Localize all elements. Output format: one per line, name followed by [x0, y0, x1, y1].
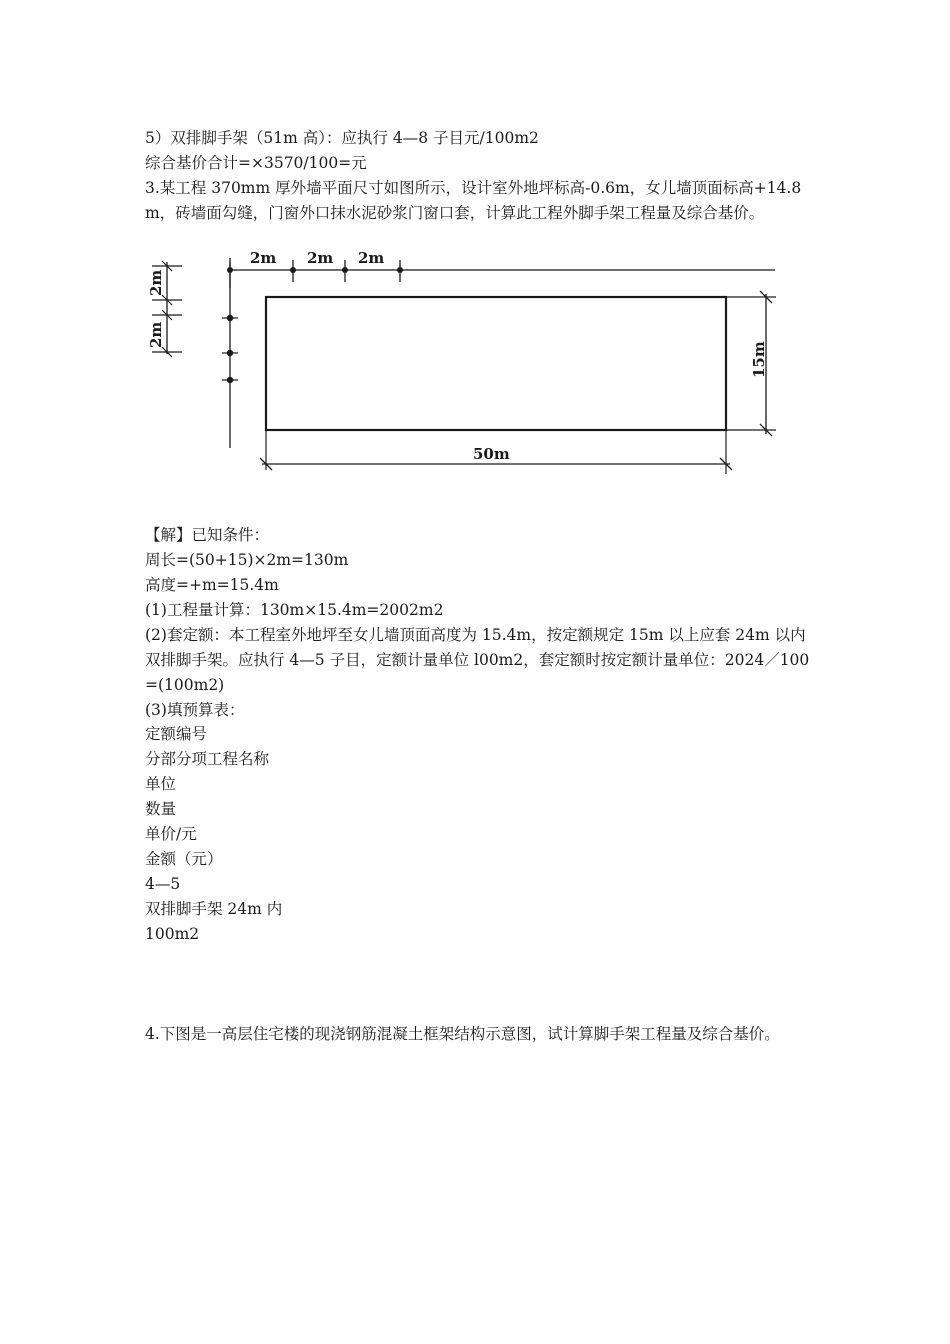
- top-dim-label-3: 2m: [358, 252, 385, 267]
- height-dim-label: 15m: [750, 341, 768, 378]
- table-value-quota-number: 4—5: [145, 875, 181, 893]
- top-dim-label-1: 2m: [250, 252, 277, 267]
- table-item-quantity: 数量: [145, 800, 177, 818]
- question-4: 4.下图是一高层住宅楼的现浇钢筋混凝土框架结构示意图，试计算脚手架工程量及综合基价。: [145, 1025, 780, 1043]
- width-dim-label: 50m: [473, 445, 510, 463]
- question-3: 3.某工程 370mm 厚外墙平面尺寸如图所示，设计室外地坪标高-0.6m，女儿墙顶面标高+14.8m，砖墙面勾缝，门窗外口抹水泥砂浆门窗口套，计算此工程外脚手架工程量及综合基价。: [145, 179, 802, 222]
- table-item-unit: 单位: [145, 775, 177, 793]
- text-line-scaffold-51m: 5）双排脚手架（51m 高）：应执行 4—8 子目元/100m2: [145, 129, 539, 147]
- table-item-unit-price: 单价/元: [145, 825, 197, 843]
- table-item-amount: 金额（元）: [145, 850, 223, 868]
- text-line-total-price: 综合基价合计=×3570/100=元: [145, 154, 367, 172]
- table-item-quota-number: 定额编号: [145, 725, 208, 743]
- budget-table-heading: (3)填预算表：: [145, 701, 245, 719]
- quantity-calc-line: (1)工程量计算：130m×15.4m=2002m2: [145, 601, 444, 619]
- left-dim-label-1: 2m: [147, 269, 165, 296]
- height-line: 高度=+m=15.4m: [145, 576, 279, 594]
- table-item-project-name: 分部分项工程名称: [145, 750, 270, 768]
- table-value-unit: 100m2: [145, 925, 200, 943]
- solution-heading: 【解】已知条件：: [145, 526, 270, 544]
- perimeter-line: 周长=(50+15)×2m=130m: [145, 551, 349, 569]
- left-dim-label-2: 2m: [147, 321, 165, 348]
- quota-paragraph: (2)套定额：本工程室外地坪至女儿墙顶面高度为 15.4m，按定额规定 15m 以上应套 24m 以内双排脚手架。应执行 4—5 子目，定额计量单位 l00m2，套定额时按定额计量单位：2024／100=(100m2): [145, 626, 810, 694]
- wall-plan-figure: [140, 252, 790, 484]
- table-value-project-name: 双排脚手架 24m 内: [145, 900, 283, 918]
- top-dim-label-2: 2m: [307, 252, 334, 267]
